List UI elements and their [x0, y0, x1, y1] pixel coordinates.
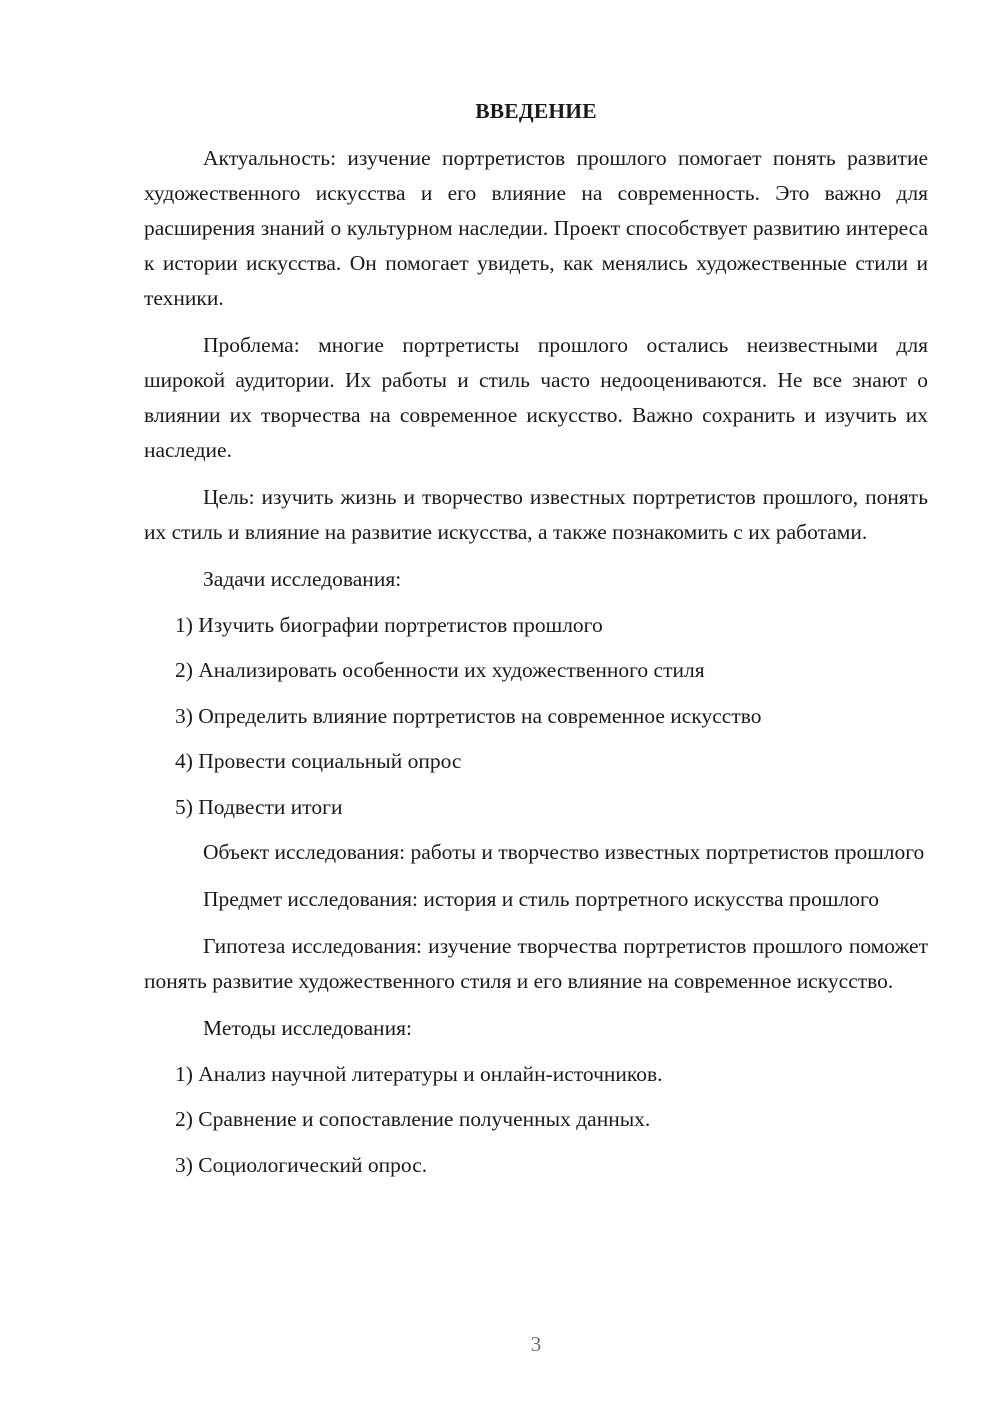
hypothesis-paragraph: Гипотеза исследования: изучение творчества портретистов прошлого поможет понять развитие художественного стиля и его влияние на современное искусство. [144, 934, 928, 993]
methods-heading: Методы исследования: [203, 1016, 412, 1040]
page-number: 3 [530, 1332, 542, 1356]
problem-paragraph: Проблема: многие портретисты прошлого остались неизвестными для широкой аудитории. Их работы и стиль часто недооцениваются. Не все знают о влиянии их творчества на современное искусство. Важно сохранить и изучить их наследие. [144, 333, 928, 462]
task-item: 4) Провести социальный опрос [175, 749, 462, 773]
method-item: 1) Анализ научной литературы и онлайн-источников. [175, 1061, 663, 1086]
method-item: 3) Социологический опрос. [175, 1152, 428, 1177]
task-item: 2) Анализировать особенности их художественного стиля [175, 658, 705, 682]
tasks-heading: Задачи исследования: [203, 567, 402, 591]
object-paragraph: Объект исследования: работы и творчество известных портретистов прошлого [203, 840, 925, 864]
task-item: 5) Подвести итоги [175, 794, 343, 819]
task-item: 3) Определить влияние портретистов на современное искусство [175, 703, 762, 728]
document-page [144, 94, 928, 1193]
task-item: 1) Изучить биографии портретистов прошлого [175, 612, 603, 637]
subject-paragraph: Предмет исследования: история и стиль портретного искусства прошлого [203, 887, 880, 911]
section-title: ВВЕДЕНИЕ [475, 99, 597, 123]
method-item: 2) Сравнение и сопоставление полученных данных. [175, 1107, 651, 1131]
relevance-paragraph: Актуальность: изучение портретистов прошлого помогает понять развитие художественного искусства и его влияние на современность. Это важно для расширения знаний о культурном наследии. Проект способствует развитию интереса к истории искусства. Он помогает увидеть, как менялись художественные стили и техники. [144, 146, 928, 310]
goal-paragraph: Цель: изучить жизнь и творчество известных портретистов прошлого, понять их стиль и влияние на развитие искусства, а также познакомить с их работами. [144, 485, 928, 544]
